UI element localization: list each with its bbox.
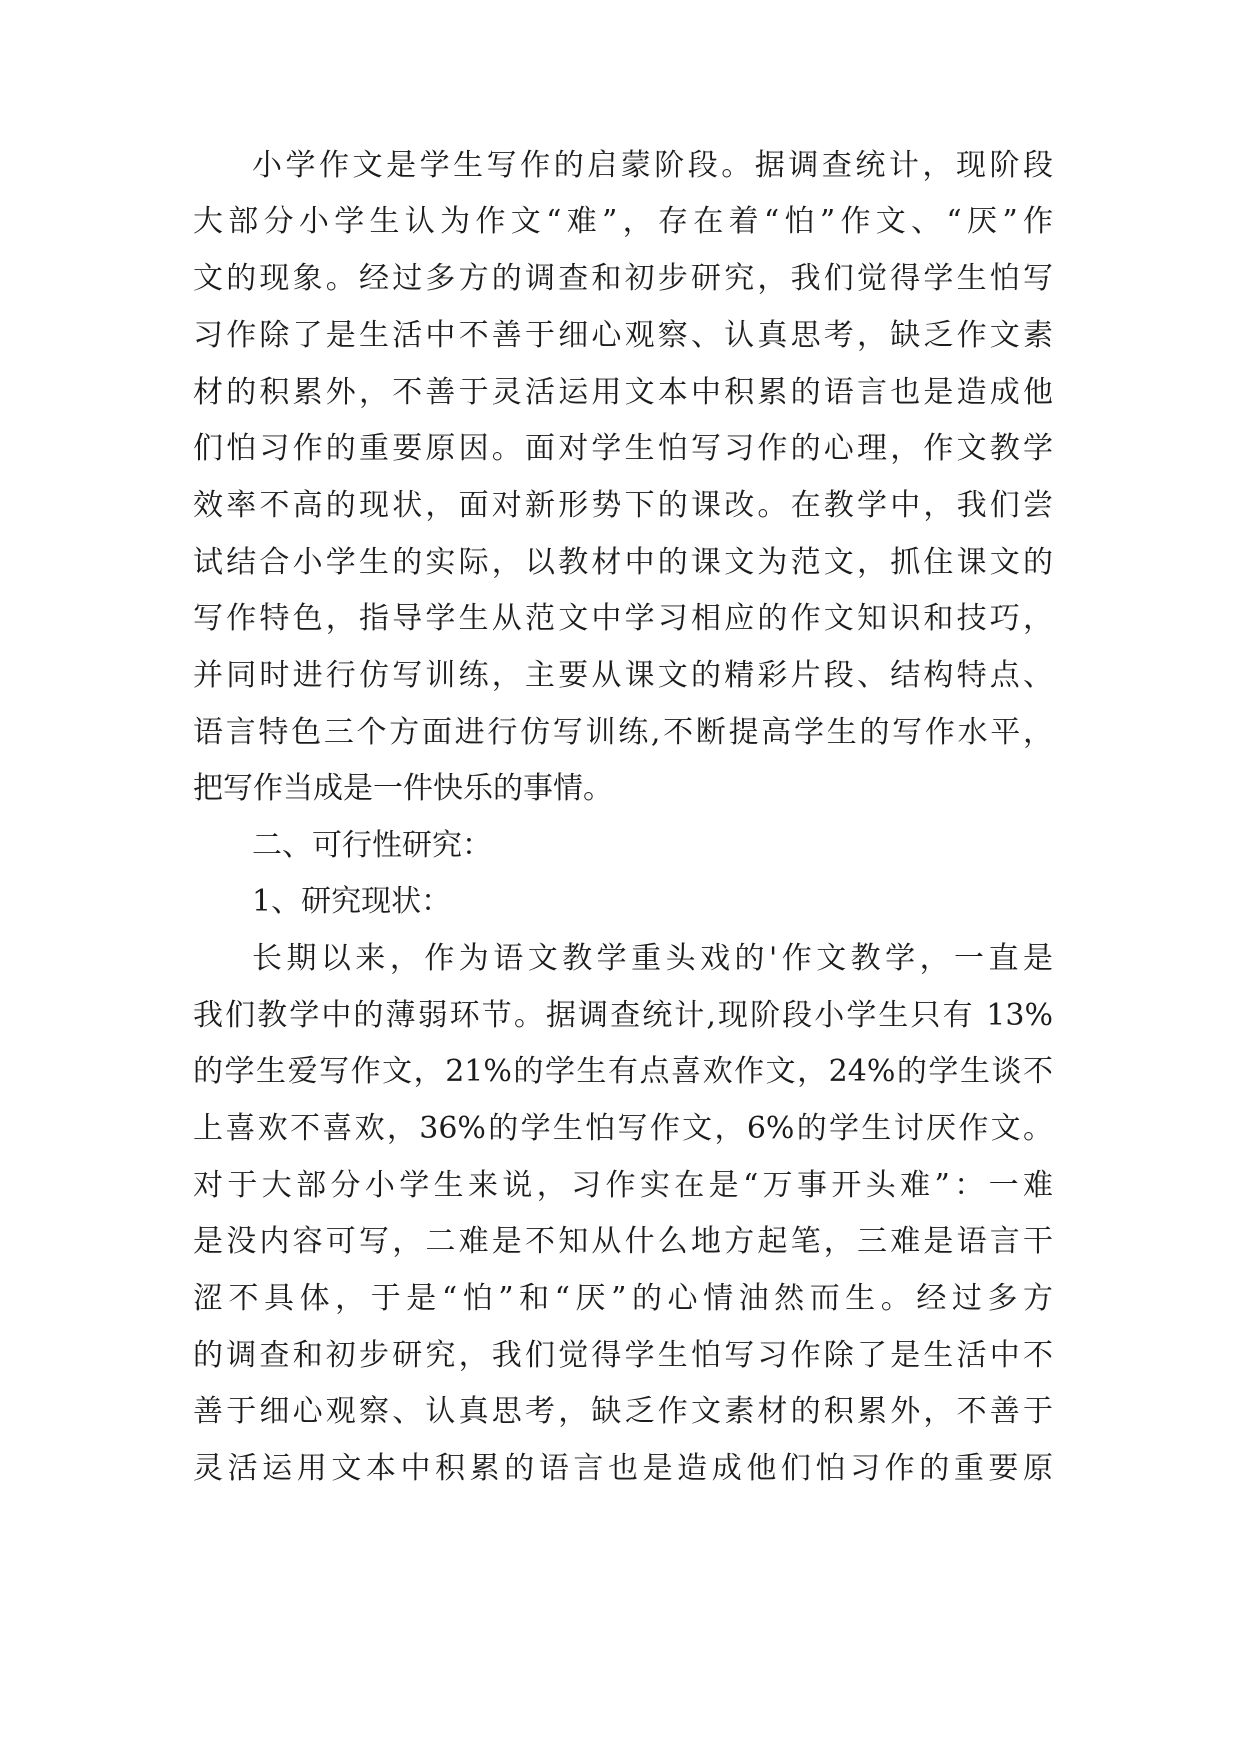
paragraph-2-line-9: 善于细心观察、认真思考，缺乏作文素材的积累外，不善于 — [193, 1394, 1053, 1429]
paragraph-1-line-5: 材的积累外，不善于灵活运用文本中积累的语言也是造成他 — [193, 375, 1053, 410]
paragraph-1-line-11: 语言特色三个方面进行仿写训练,不断提高学生的写作水平， — [193, 715, 1053, 750]
paragraph-1-line-1: 小学作文是学生写作的启蒙阶段。据调查统计，现阶段 — [252, 148, 1053, 183]
paragraph-1-line-7: 效率不高的现状，面对新形势下的课改。在教学中，我们尝 — [193, 488, 1053, 523]
paragraph-2-line-1: 长期以来，作为语文教学重头戏的'作文教学，一直是 — [252, 941, 1053, 976]
paragraph-1-line-3: 文的现象。经过多方的调查和初步研究，我们觉得学生怕写 — [193, 261, 1053, 296]
paragraph-1-line-2: 大部分小学生认为作文“难”，存在着“怕”作文、“厌”作 — [193, 204, 1053, 239]
section-heading: 二、可行性研究： — [252, 828, 492, 863]
paragraph-2-line-2: 我们教学中的薄弱环节。据调查统计,现阶段小学生只有 13% — [193, 998, 1053, 1033]
paragraph-2-line-6: 是没内容可写，二难是不知从什么地方起笔，三难是语言干 — [193, 1224, 1053, 1259]
paragraph-1-line-6: 们怕习作的重要原因。面对学生怕写习作的心理，作文教学 — [193, 431, 1053, 466]
paragraph-1-line-9: 写作特色，指导学生从范文中学习相应的作文知识和技巧， — [193, 601, 1053, 636]
subsection-heading: 1、研究现状： — [252, 884, 452, 919]
paragraph-2-line-4: 上喜欢不喜欢，36%的学生怕写作文，6%的学生讨厌作文。 — [193, 1111, 1053, 1146]
paragraph-1-line-8: 试结合小学生的实际，以教材中的课文为范文，抓住课文的 — [193, 545, 1053, 580]
paragraph-1-line-10: 并同时进行仿写训练，主要从课文的精彩片段、结构特点、 — [193, 658, 1053, 693]
paragraph-2-line-8: 的调查和初步研究，我们觉得学生怕写习作除了是生活中不 — [193, 1338, 1053, 1373]
paragraph-2-line-3: 的学生爱写作文，21%的学生有点喜欢作文，24%的学生谈不 — [193, 1054, 1053, 1089]
paragraph-2-line-10: 灵活运用文本中积累的语言也是造成他们怕习作的重要原 — [193, 1451, 1053, 1486]
paragraph-2-line-7: 涩不具体，于是“怕”和“厌”的心情油然而生。经过多方 — [193, 1281, 1053, 1316]
paragraph-2-line-5: 对于大部分小学生来说，习作实在是“万事开头难”：一难 — [193, 1168, 1053, 1203]
paragraph-1-line-12: 把写作当成是一件快乐的事情。 — [193, 771, 613, 806]
paragraph-1-line-4: 习作除了是生活中不善于细心观察、认真思考，缺乏作文素 — [193, 318, 1053, 353]
